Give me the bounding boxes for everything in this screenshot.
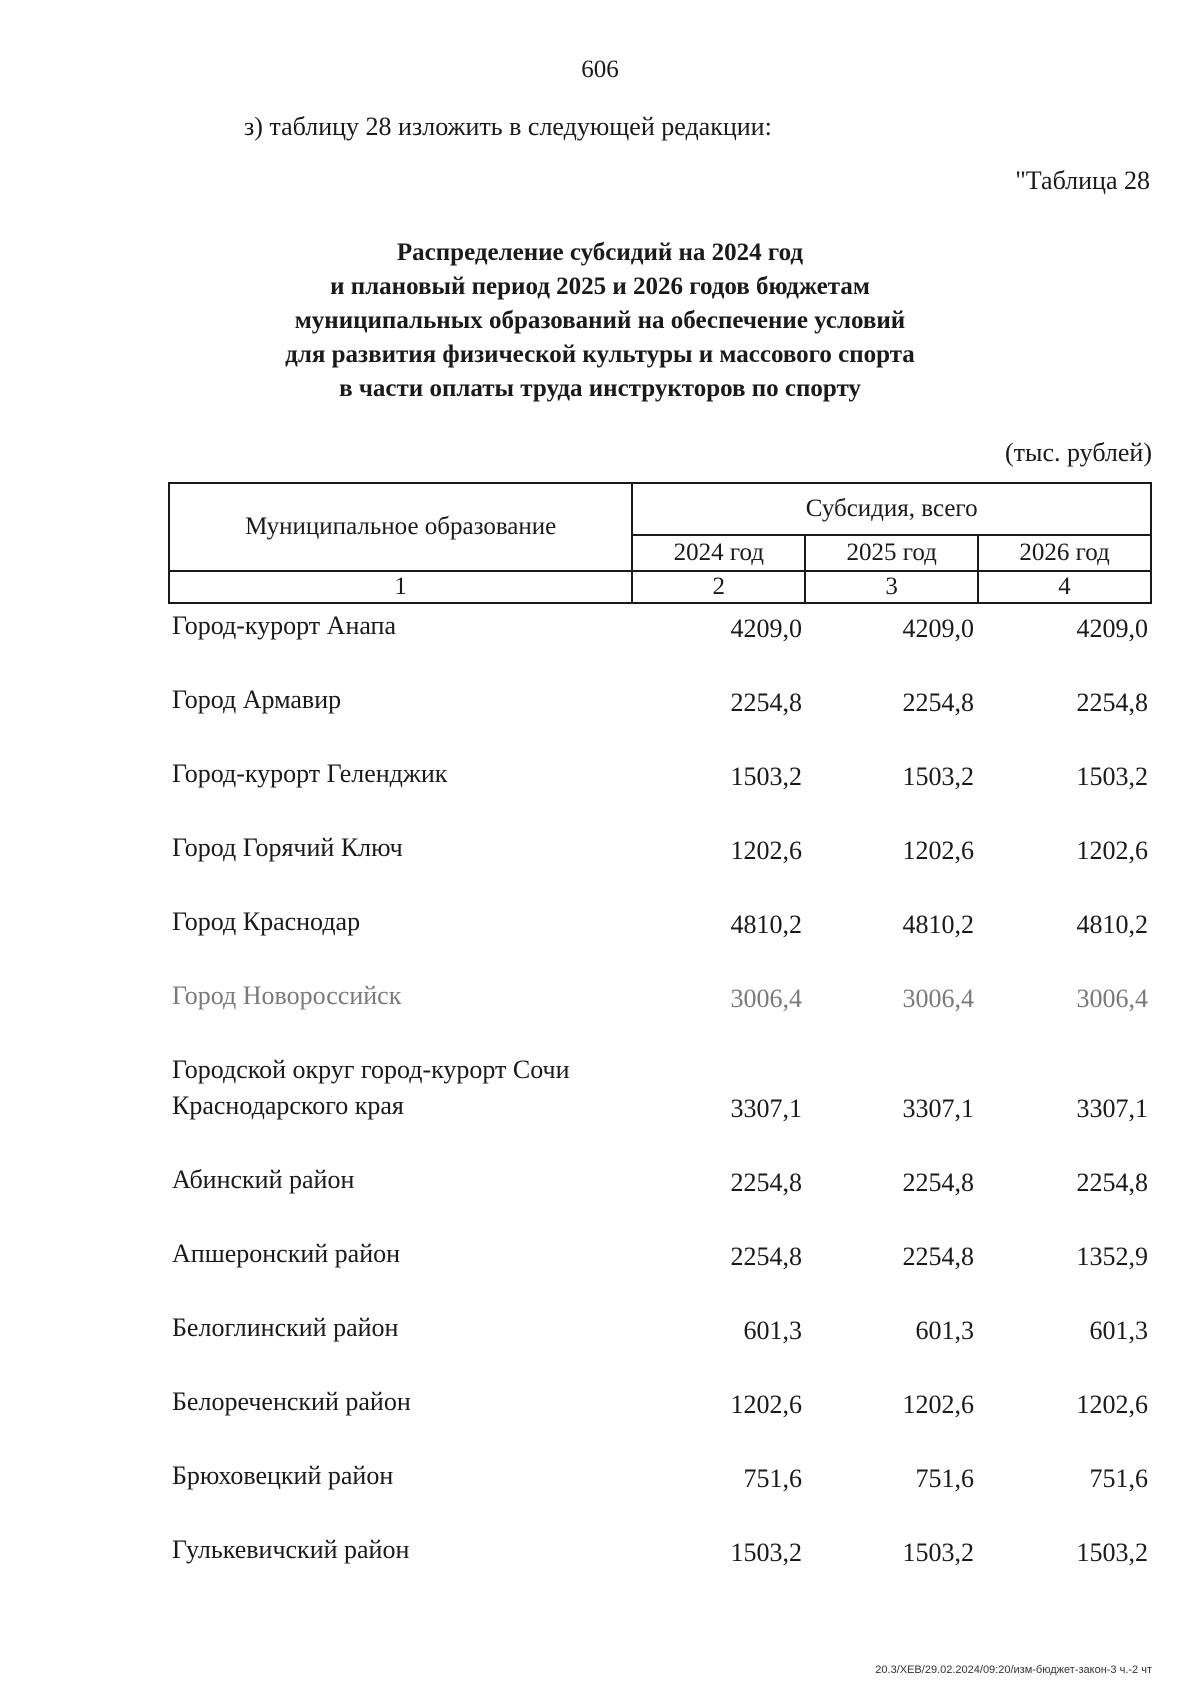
- title-line: в части оплаты труда инструкторов по спорту: [339, 375, 861, 402]
- title-line: для развития физической культуры и массового спорта: [285, 341, 915, 368]
- header-year: 2025 год: [805, 535, 978, 571]
- value-2025: 2254,8: [902, 1168, 974, 1197]
- row-name: Брюховецкий район: [172, 1461, 394, 1490]
- table-row: [168, 1162, 1152, 1236]
- header-col-number: 4: [978, 571, 1151, 603]
- header-col-number: 2: [632, 571, 805, 603]
- value-2025: 2254,8: [902, 1242, 974, 1271]
- value-2026: 4810,2: [1076, 910, 1148, 939]
- value-2026: 3307,1: [1076, 1094, 1148, 1123]
- value-2025: 1503,2: [902, 762, 974, 791]
- table-row: [168, 1384, 1152, 1458]
- value-2025: 3006,4: [902, 984, 974, 1013]
- value-2026: 1503,2: [1076, 1538, 1148, 1567]
- table-row: [168, 1458, 1152, 1532]
- value-2024: 1503,2: [730, 762, 802, 791]
- value-2026: 2254,8: [1076, 688, 1148, 717]
- value-2025: 751,6: [915, 1464, 974, 1493]
- title-line: муниципальных образований на обеспечение условий: [294, 307, 906, 334]
- header-col-number: 3: [805, 571, 978, 603]
- row-name: Город Краснодар: [172, 907, 361, 936]
- row-name-line: Краснодарского края: [172, 1091, 404, 1120]
- title-line: Распределение субсидий на 2024 год: [396, 239, 804, 266]
- table-row: [168, 682, 1152, 756]
- value-2024: 2254,8: [730, 1168, 802, 1197]
- value-2024: 1202,6: [730, 836, 802, 865]
- row-name: [172, 1052, 632, 1124]
- table-label: "Таблица 28: [1015, 166, 1150, 195]
- row-name: Город-курорт Анапа: [172, 611, 397, 640]
- value-2024: 3307,1: [730, 1094, 802, 1123]
- value-2025: 3307,1: [902, 1094, 974, 1123]
- value-2025: 601,3: [915, 1316, 974, 1345]
- value-2025: 4209,0: [902, 614, 974, 643]
- value-2024: 4810,2: [730, 910, 802, 939]
- value-2026: 1202,6: [1076, 1390, 1148, 1419]
- header-year: 2024 год: [632, 535, 805, 571]
- value-2026: 1202,6: [1076, 836, 1148, 865]
- header-municipality: Муниципальное образование: [169, 483, 632, 571]
- value-2025: 2254,8: [902, 688, 974, 717]
- table-title: [0, 236, 1200, 406]
- table-header: [168, 482, 1152, 604]
- table-row: [168, 1236, 1152, 1310]
- row-name: Город Новороссийск: [172, 981, 402, 1010]
- row-name: Город-курорт Геленджик: [172, 759, 448, 788]
- value-2024: 2254,8: [730, 688, 802, 717]
- value-2024: 2254,8: [730, 1242, 802, 1271]
- row-name: Белореченский район: [172, 1387, 411, 1416]
- value-2025: 1202,6: [902, 836, 974, 865]
- table-row: [168, 1052, 1152, 1162]
- value-2024: 601,3: [743, 1316, 802, 1345]
- footer-code: 20.3/ХЕВ/29.02.2024/09:20/изм-бюджет-закон-3 ч.-2 чт: [875, 1664, 1152, 1676]
- value-2026: 751,6: [1089, 1464, 1148, 1493]
- value-2026: 2254,8: [1076, 1168, 1148, 1197]
- value-2024: 751,6: [743, 1464, 802, 1493]
- row-name: Город Горячий Ключ: [172, 833, 403, 862]
- title-line: и плановый период 2025 и 2026 годов бюджетам: [330, 273, 870, 300]
- units-label: (тыс. рублей): [1004, 438, 1152, 467]
- intro-text: з) таблицу 28 изложить в следующей редакции:: [244, 112, 772, 141]
- value-2024: 3006,4: [730, 984, 802, 1013]
- table-row: [168, 756, 1152, 830]
- table-row: [168, 830, 1152, 904]
- value-2026: 1503,2: [1076, 762, 1148, 791]
- table-row: [168, 1310, 1152, 1384]
- row-name: Абинский район: [172, 1165, 355, 1194]
- value-2025: 4810,2: [902, 910, 974, 939]
- value-2026: 3006,4: [1076, 984, 1148, 1013]
- row-name: Апшеронский район: [172, 1239, 401, 1268]
- value-2025: 1202,6: [902, 1390, 974, 1419]
- table-row: [168, 608, 1152, 682]
- row-name-line: Городской округ город-курорт Сочи: [172, 1055, 570, 1084]
- value-2024: 1503,2: [730, 1538, 802, 1567]
- value-2024: 1202,6: [730, 1390, 802, 1419]
- row-name: Белоглинский район: [172, 1313, 399, 1342]
- header-col-number: 1: [169, 571, 632, 603]
- header-year: 2026 год: [978, 535, 1151, 571]
- row-name: Город Армавир: [172, 685, 342, 714]
- row-name: Гулькевичский район: [172, 1535, 410, 1564]
- page-number: 606: [581, 56, 619, 83]
- header-subsidy-total: Субсидия, всего: [632, 483, 1151, 535]
- table-row: [168, 904, 1152, 978]
- value-2026: 1352,9: [1076, 1242, 1148, 1271]
- value-2024: 4209,0: [730, 614, 802, 643]
- value-2026: 601,3: [1089, 1316, 1148, 1345]
- value-2026: 4209,0: [1076, 614, 1148, 643]
- table-row: [168, 978, 1152, 1052]
- value-2025: 1503,2: [902, 1538, 974, 1567]
- table-body: [168, 608, 1152, 1606]
- table-row: [168, 1532, 1152, 1606]
